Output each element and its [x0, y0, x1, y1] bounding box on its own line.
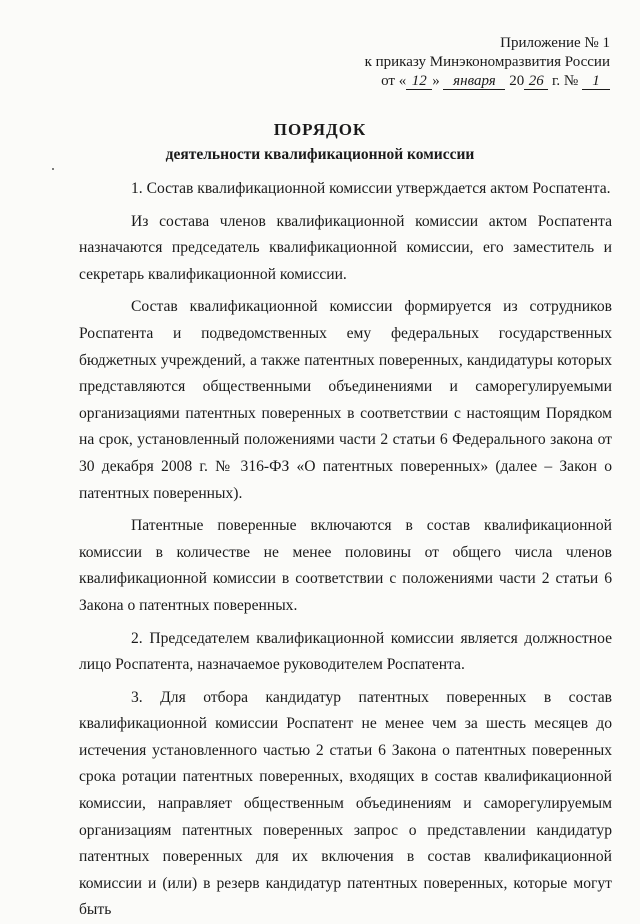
- number-prefix: г. №: [551, 73, 579, 89]
- date-prefix: от «: [381, 73, 407, 89]
- paragraph-4: Патентные поверенные включаются в состав квалификационной комиссии в количестве не менее половины от общего числа членов квалификационной комиссии в соответствии с положениями части 2 статьи 6 Закона о патентных поверенных.: [79, 517, 612, 614]
- appendix-date-line: [320, 72, 610, 91]
- paragraph-5: 2. Председателем квалификационной комиссии является должностное лицо Роспатента, назначаемое руководителем Роспатента.: [79, 629, 612, 674]
- paragraph-2: Из состава членов квалификационной комиссии актом Роспатента назначаются председатель квалификационной комиссии, его заместитель и секретарь квалификационной комиссии.: [79, 212, 612, 283]
- appendix-order-reference: к приказу Минэкономразвития России: [364, 54, 610, 70]
- order-number: 1: [582, 73, 610, 90]
- scan-speck: [52, 168, 54, 170]
- document-title: ПОРЯДОК: [273, 120, 367, 139]
- date-quote-close: »: [432, 73, 440, 89]
- order-month: января: [443, 73, 505, 90]
- paragraph-1: 1. Состав квалификационной комиссии утверждается актом Роспатента.: [131, 180, 611, 197]
- document-body: [79, 176, 612, 924]
- order-year: 26: [524, 73, 548, 90]
- document-subtitle: деятельности квалификационной комиссии: [165, 146, 475, 163]
- paragraph-6: 3. Для отбора кандидатур патентных поверенных в состав квалификационной комиссии Роспатент не менее чем за шесть месяцев до истечения установленного частью 2 статьи 6 Закона о патентных поверенных срока ротации патентных поверенных, входящих в состав квалификационной комиссии, направляет общественным объединениям и саморегулируемым организациям патентных поверенных запрос о представлении кандидатур патентных поверенных для их включения в состав квалификационной комиссии и (или) в резерв кандидатур патентных поверенных, которые могут быть: [79, 688, 612, 919]
- year-prefix: 20: [509, 73, 525, 89]
- appendix-label: Приложение № 1: [500, 35, 610, 51]
- appendix-header: [320, 34, 610, 91]
- paragraph-3: Состав квалификационной комиссии формируется из сотрудников Роспатента и подведомственных ему федеральных государственных бюджетных учреждений, а также патентных поверенных, кандидатуры которых представляются общественными объединениями и саморегулируемыми организациями патентных поверенных в соответствии с настоящим Порядком на срок, установленный положениями части 2 статьи 6 Федерального закона от 30 декабря 2008 г. № 316-ФЗ «О патентных поверенных» (далее – Закон о патентных поверенных).: [79, 298, 612, 502]
- order-day: 12: [406, 73, 432, 90]
